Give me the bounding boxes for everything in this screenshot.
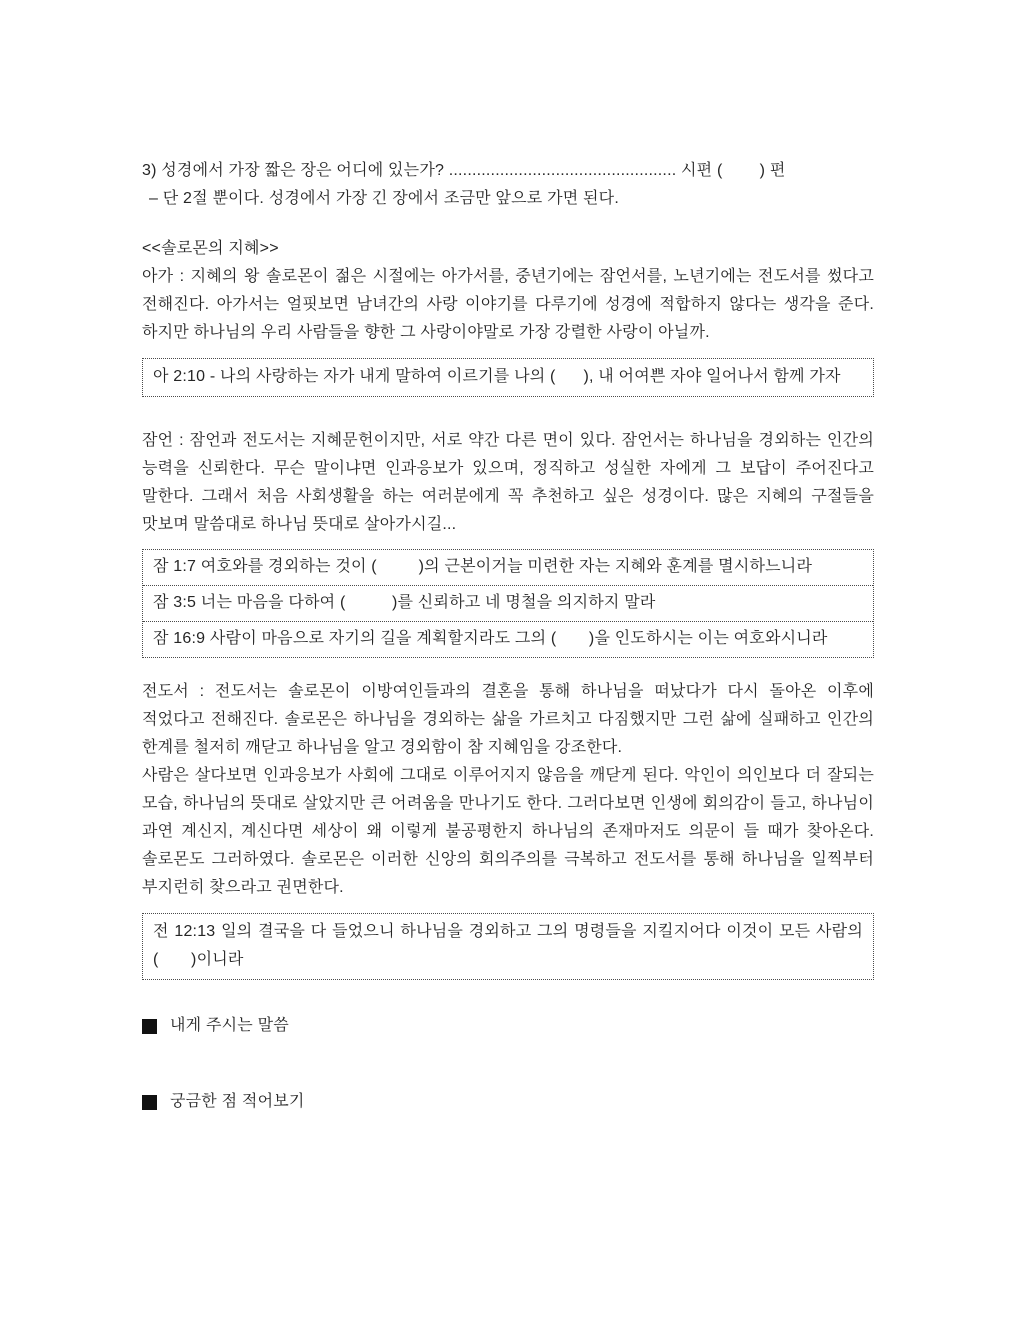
quote-box-ecclesiastes-12-13: 전 12:13 일의 결국을 다 들었으니 하나님을 경외하고 그의 명령들을 지킬지어다 이것이 모든 사람의 ( )이니라 [142, 913, 874, 980]
paragraph-ecclesiastes-2: 사람은 살다보면 인과응보가 사회에 그대로 이루어지지 않음을 깨닫게 된다. 악인이 의인보다 더 잘되는 모습, 하나님의 뜻대로 살았지만 큰 어려움을 만나기도 한다. 그러다보면 인생에 회의감이 들고, 하나님이 과연 계신지, 계신다면 세상이 왜 이렇게 불공평한지 하나님의 존재마저도 의문이 들 때가 찾아온다. 솔로몬도 그러하였다. 솔로몬은 이러한 신앙의 회의주의를 극복하고 전도서를 통해 하나님을 일찍부터 부지런히 찾으라고 권면한다. [142, 767, 874, 896]
black-square-bullet-icon [142, 1095, 157, 1110]
question-3-line-1: 3) 성경에서 가장 짧은 장은 어디에 있는가? ................................................. 시편 ( ) 편 [142, 162, 786, 179]
section-title-solomon-wisdom: <<솔로몬의 지혜>> [142, 240, 279, 257]
table-row-proverbs-16-9: 잠 16:9 사람이 마음으로 자기의 길을 계획할지라도 그의 ( )을 인도하시는 이는 여호와시니라 [143, 621, 873, 657]
table-row-proverbs-3-5: 잠 3:5 너는 마음을 다하여 ( )를 신뢰하고 네 명철을 의지하지 말라 [143, 585, 873, 621]
quote-box-song-2-10: 아 2:10 - 나의 사랑하는 자가 내게 말하여 이르기를 나의 ( ), 내 어여쁜 자야 일어나서 함께 가자 [142, 358, 874, 397]
page-content [142, 157, 874, 1116]
proverbs-quote-table [142, 549, 874, 658]
paragraph-song-of-songs: 아가 : 지혜의 왕 솔로몬이 젊은 시절에는 아가서를, 중년기에는 잠언서를, 노년기에는 전도서를 썼다고 전해진다. 아가서는 얼핏보면 남녀간의 사랑 이야기를 다루기에 성경에 적합하지 않다는 생각을 준다. 하지만 하나님의 우리 사람들을 향한 그 사랑이야말로 가장 강렬한 사랑이 아닐까. [142, 268, 874, 341]
prompt-questions-label: 궁금한 점 적어보기 [170, 1093, 305, 1110]
black-square-bullet-icon [142, 1019, 157, 1034]
prompt-my-word-label: 내게 주시는 말씀 [170, 1017, 289, 1034]
paragraph-ecclesiastes-1: 전도서 : 전도서는 솔로몬이 이방여인들과의 결혼을 통해 하나님을 떠났다가 다시 돌아온 이후에 적었다고 전해진다. 솔로몬은 하나님을 경외하는 삶을 가르치고 다짐했지만 그런 삶에 실패하고 인간의 한계를 철저히 깨닫고 하나님을 알고 경외함이 참 지혜임을 강조한다. [142, 683, 874, 756]
paragraph-proverbs: 잠언 : 잠언과 전도서는 지혜문헌이지만, 서로 약간 다른 면이 있다. 잠언서는 하나님을 경외하는 인간의 능력을 신뢰한다. 무슨 말이냐면 인과응보가 있으며, 정직하고 성실한 자에게 그 보답이 주어진다고 말한다. 그래서 처음 사회생활을 하는 여러분에게 꼭 추천하고 싶은 성경이다. 많은 지혜의 구절들을 맛보며 말씀대로 하나님 뜻대로 살아가시길... [142, 432, 874, 533]
prompt-my-word [142, 1012, 874, 1040]
prompt-questions [142, 1088, 874, 1116]
question-3-answer-hint: – 단 2절 뿐이다. 성경에서 가장 긴 장에서 조금만 앞으로 가면 된다. [149, 190, 619, 207]
table-row-proverbs-1-7: 잠 1:7 여호와를 경외하는 것이 ( )의 근본이거늘 미련한 자는 지혜와 훈계를 멸시하느니라 [153, 558, 813, 575]
